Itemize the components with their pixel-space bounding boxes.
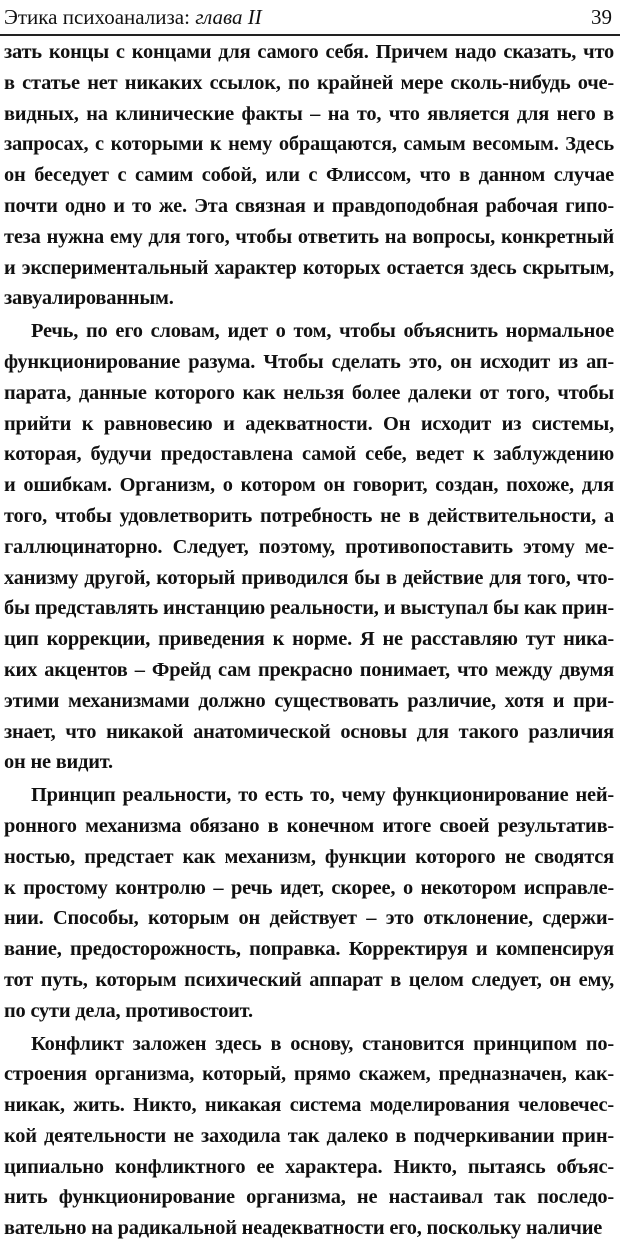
text-line: к простому контролю – речь идет, скорее, о некотором исправле- [4, 873, 614, 904]
text-line: и ошибкам. Организм, о котором он говорит, создан, похоже, для [4, 470, 614, 501]
paragraph [4, 37, 614, 314]
text-line: ципиально конфликтного ее характера. Никто, пытаясь объяс- [4, 1152, 614, 1183]
text-line: Речь, по его словам, идет о том, чтобы объяснить нормальное [4, 316, 614, 347]
text-line: запросах, с которыми к нему обращаются, самым весомым. Здесь [4, 129, 614, 160]
text-line: которая, будучи предоставлена самой себе, ведет к заблуждению [4, 439, 614, 470]
running-head-title-italic: глава II [195, 5, 262, 29]
text-line: он беседует с самим собой, или с Флиссом, что в данном случае [4, 160, 614, 191]
text-line: бы представлять инстанцию реальности, и выступал бы как прин- [4, 593, 614, 624]
text-line: парата, данные которого как нельзя более далеки от того, чтобы [4, 378, 614, 409]
text-line: того, чтобы удовлетворить потребность не в действительности, а [4, 501, 614, 532]
text-line: ханизму другой, который приводился бы в действие для того, что- [4, 563, 614, 594]
text-line: строения организма, который, прямо скажем, предназначен, как- [4, 1059, 614, 1090]
text-line: функционирование разума. Чтобы сделать это, он исходит из ап- [4, 347, 614, 378]
running-head-title [4, 2, 262, 32]
page-number: 39 [591, 2, 612, 32]
text-line: этими механизмами должно существовать различие, хотя и при- [4, 686, 614, 717]
text-line: кой деятельности не заходила так далеко в подчеркивании прин- [4, 1121, 614, 1152]
header-rule [0, 34, 620, 36]
text-line: тот путь, которым психический аппарат в целом следует, он ему, [4, 965, 614, 996]
text-line: ностью, предстает как механизм, функции которого не сводятся [4, 842, 614, 873]
text-line: никак, жить. Никто, никакая система моделирования человечес- [4, 1090, 614, 1121]
text-line: и экспериментальный характер которых остается здесь скрытым, [4, 253, 614, 284]
text-line: вание, предосторожность, поправка. Корректируя и компенсируя [4, 934, 614, 965]
paragraph [4, 780, 614, 1026]
text-line: ких акцентов – Фрейд сам прекрасно понимает, что между двумя [4, 655, 614, 686]
text-line: прийти к равновесию и адекватности. Он исходит из системы, [4, 409, 614, 440]
text-line: почти одно и то же. Эта связная и правдоподобная рабочая гипо- [4, 191, 614, 222]
running-head [4, 2, 612, 32]
text-line: цип коррекции, приведения к норме. Я не расставляю тут ника- [4, 624, 614, 655]
text-line: зать концы с концами для самого себя. Причем надо сказать, что [4, 37, 614, 68]
paragraph [4, 316, 614, 778]
page-body [4, 37, 614, 1244]
text-line: знает, что никакой анатомической основы для такого различия [4, 717, 614, 748]
text-line: по сути дела, противостоит. [4, 996, 614, 1027]
text-line: завуалированным. [4, 283, 614, 314]
text-line: нии. Способы, которым он действует – это отклонение, сдержи- [4, 903, 614, 934]
paragraph [4, 1029, 614, 1244]
text-line: вательно на радикальной неадекватности его, поскольку наличие [4, 1213, 614, 1244]
text-line: галлюцинаторно. Следует, поэтому, противопоставить этому ме- [4, 532, 614, 563]
text-line: нить функционирование организма, не настаивал так последо- [4, 1182, 614, 1213]
text-line: в статье нет никаких ссылок, по крайней мере сколь-нибудь оче- [4, 68, 614, 99]
text-line: Конфликт заложен здесь в основу, становится принципом по- [4, 1029, 614, 1060]
text-line: он не видит. [4, 747, 614, 778]
text-line: Принцип реальности, то есть то, чему функционирование ней- [4, 780, 614, 811]
text-line: видных, на клинические факты – на то, что является для него в [4, 99, 614, 130]
text-line: ронного механизма обязано в конечном итоге своей результатив- [4, 811, 614, 842]
running-head-title-roman: Этика психоанализа: [4, 5, 195, 29]
text-line: теза нужна ему для того, чтобы ответить на вопросы, конкретный [4, 222, 614, 253]
